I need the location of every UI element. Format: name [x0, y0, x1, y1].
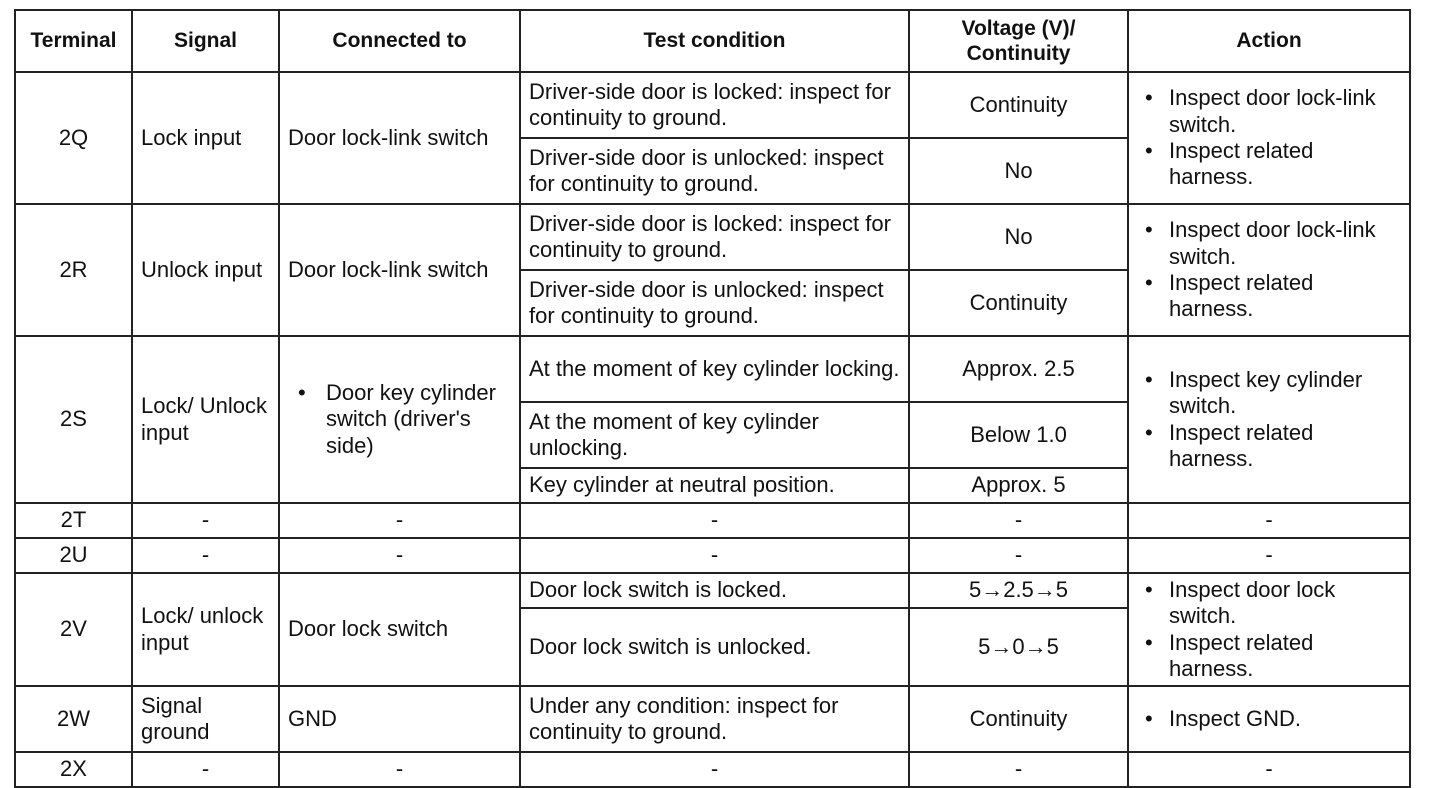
terminal-cell: 2R	[15, 204, 132, 336]
action-cell	[1128, 72, 1410, 204]
terminal-cell: 2T	[15, 503, 132, 538]
terminal-cell: 2Q	[15, 72, 132, 204]
header-action: Action	[1128, 10, 1410, 72]
terminal-cell: 2V	[15, 573, 132, 686]
test-condition-cell: Door lock switch is locked.	[520, 573, 909, 608]
action-item: • Inspect related harness.	[1137, 420, 1401, 473]
header-terminal: Terminal	[15, 10, 132, 72]
table-row	[15, 204, 1410, 270]
connected-cell	[279, 336, 520, 503]
test-condition-cell: Driver-side door is unlocked: inspect for continuity to ground.	[520, 138, 909, 204]
action-cell: -	[1128, 752, 1410, 787]
action-list	[1137, 706, 1401, 732]
voltage-cell: -	[909, 503, 1128, 538]
voltage-cell: -	[909, 538, 1128, 573]
header-signal: Signal	[132, 10, 279, 72]
action-item: • Inspect related harness.	[1137, 270, 1401, 323]
table-row	[15, 686, 1410, 752]
connected-cell: -	[279, 538, 520, 573]
action-item: • Inspect door lock-link switch.	[1137, 85, 1401, 138]
action-cell: -	[1128, 538, 1410, 573]
action-item: • Inspect GND.	[1137, 706, 1401, 732]
test-condition-cell: Driver-side door is unlocked: inspect for continuity to ground.	[520, 270, 909, 336]
table-row	[15, 503, 1410, 538]
voltage-cell: 5→2.5→5	[909, 573, 1128, 608]
action-cell	[1128, 573, 1410, 686]
test-condition-cell: Key cylinder at neutral position.	[520, 468, 909, 503]
terminal-cell: 2U	[15, 538, 132, 573]
connected-cell: Door lock switch	[279, 573, 520, 686]
table-row	[15, 72, 1410, 138]
action-list	[1137, 367, 1401, 473]
action-cell	[1128, 686, 1410, 752]
signal-cell: Unlock input	[132, 204, 279, 336]
terminal-cell: 2W	[15, 686, 132, 752]
table-row	[15, 336, 1410, 402]
test-condition-cell: Driver-side door is locked: inspect for continuity to ground.	[520, 204, 909, 270]
terminal-cell: 2X	[15, 752, 132, 787]
terminal-spec-table-wrapper	[14, 9, 1411, 788]
signal-cell: -	[132, 752, 279, 787]
voltage-cell: Continuity	[909, 72, 1128, 138]
voltage-cell: No	[909, 204, 1128, 270]
voltage-cell: 5→0→5	[909, 608, 1128, 686]
test-condition-cell: Driver-side door is locked: inspect for continuity to ground.	[520, 72, 909, 138]
action-cell	[1128, 336, 1410, 503]
signal-cell: Lock/ unlock input	[132, 573, 279, 686]
voltage-cell: Approx. 2.5	[909, 336, 1128, 402]
connected-cell: GND	[279, 686, 520, 752]
voltage-cell: Below 1.0	[909, 402, 1128, 468]
test-condition-cell: -	[520, 538, 909, 573]
signal-cell: Lock/ Unlock input	[132, 336, 279, 503]
action-list	[1137, 85, 1401, 191]
connected-cell: -	[279, 503, 520, 538]
test-condition-cell: Door lock switch is unlocked.	[520, 608, 909, 686]
connected-item: • Door key cylinder switch (driver's side)	[288, 380, 511, 459]
action-item: • Inspect related harness.	[1137, 138, 1401, 191]
test-condition-cell: -	[520, 752, 909, 787]
connected-cell: -	[279, 752, 520, 787]
action-item: • Inspect door lock-link switch.	[1137, 217, 1401, 270]
table-row	[15, 573, 1410, 608]
test-condition-cell: Under any condition: inspect for continuity to ground.	[520, 686, 909, 752]
header-row	[15, 10, 1410, 72]
table-row	[15, 752, 1410, 787]
header-voltage-continuity: Voltage (V)/ Continuity	[909, 10, 1128, 72]
terminal-cell: 2S	[15, 336, 132, 503]
action-item: • Inspect key cylinder switch.	[1137, 367, 1401, 420]
voltage-cell: Approx. 5	[909, 468, 1128, 503]
test-condition-cell: At the moment of key cylinder locking.	[520, 336, 909, 402]
test-condition-cell: -	[520, 503, 909, 538]
voltage-cell: -	[909, 752, 1128, 787]
action-cell: -	[1128, 503, 1410, 538]
header-test-condition: Test condition	[520, 10, 909, 72]
voltage-cell: No	[909, 138, 1128, 204]
action-cell	[1128, 204, 1410, 336]
connected-cell: Door lock-link switch	[279, 204, 520, 336]
action-list	[1137, 577, 1401, 683]
connected-list	[288, 380, 511, 459]
action-item: • Inspect related harness.	[1137, 630, 1401, 683]
voltage-cell: Continuity	[909, 686, 1128, 752]
terminal-spec-table	[14, 9, 1411, 788]
connected-cell: Door lock-link switch	[279, 72, 520, 204]
table-row	[15, 538, 1410, 573]
voltage-cell: Continuity	[909, 270, 1128, 336]
signal-cell: Lock input	[132, 72, 279, 204]
header-connected-to: Connected to	[279, 10, 520, 72]
signal-cell: Signal ground	[132, 686, 279, 752]
signal-cell: -	[132, 538, 279, 573]
action-item: • Inspect door lock switch.	[1137, 577, 1401, 630]
test-condition-cell: At the moment of key cylinder unlocking.	[520, 402, 909, 468]
signal-cell: -	[132, 503, 279, 538]
action-list	[1137, 217, 1401, 323]
